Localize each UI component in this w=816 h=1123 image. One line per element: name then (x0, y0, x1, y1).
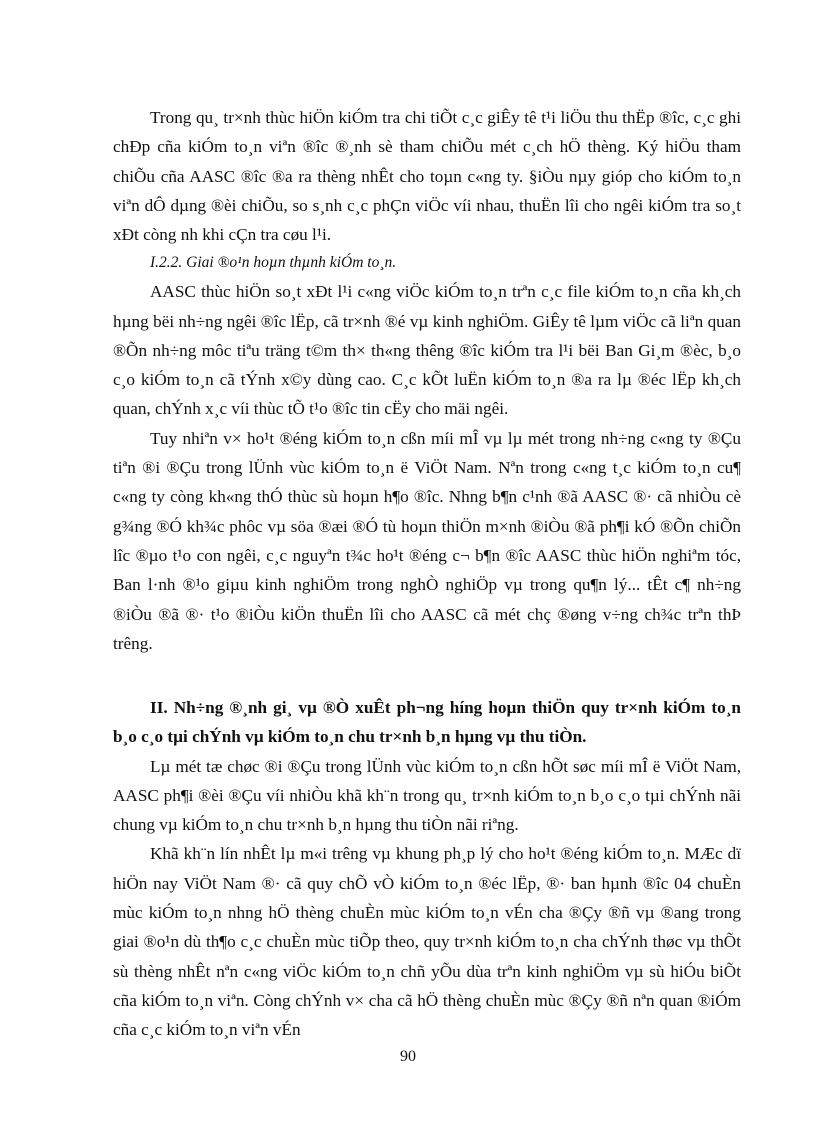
section-2 (113, 693, 741, 1045)
paragraph-despite: Tuy nhiªn v× ho¹t ®éng kiÓm to¸n cßn míi mÎ vµ lµ mét trong nh÷ng c«ng ty ®Çu tiªn ®i ®Çu trong lÜnh vùc kiÓm to¸n ë ViÖt Nam. Nªn trong c«ng t¸c kiÓm to¸n cu¶ c«ng ty còng kh«ng thÓ thùc sù hoµn h¶o ®îc. Nhng b¶n c¹nh ®ã AASC ®· cã nhiÒu cè g¾ng ®Ó kh¾c phôc vµ söa ®æi ®Ó tù hoµn thiÖn m×nh ®iÒu ®ã ph¶i kÓ ®Õn chiÕn lîc ®µo t¹o con ngêi, c¸c nguyªn t¾c ho¹t ®éng c¬ b¶n ®îc AASC thùc hiÖn nghiªm tóc, Ban l·nh ®¹o giµu kinh nghiÖm trong nghÒ nghiÖp vµ trong qu¶n lý... tÊt c¶ nh÷ng ®iÒu ®ã ®· t¹o ®iÒu kiÖn thuËn lîi cho AASC cã mét chç ®øng v÷ng ch¾c trªn thÞ trêng. (113, 428, 741, 653)
section-1-2-2 (113, 248, 741, 658)
section-2-heading: II. Nh÷ng ®¸nh gi¸ vµ ®Ò xuÊt ph¬ng híng hoµn thiÖn quy tr×nh kiÓm to¸n b¸o c¸o tµi chÝnh vµ kiÓm to¸n chu tr×nh b¸n hµng vµ thu tiÒn. (113, 698, 741, 747)
paragraph-review: AASC thùc hiÖn so¸t xÐt l¹i c«ng viÖc kiÓm to¸n trªn c¸c file kiÓm to¸n cña kh¸ch hµng bëi nh÷ng ngêi ®îc lËp, cã tr×nh ®é vµ kinh nghiÖm. GiÊy tê lµm viÖc cã liªn quan ®Õn nh÷ng môc tiªu träng t©m th× th«ng thêng ®îc kiÓm tra l¹i bëi Ban Gi¸m ®èc, b¸o c¸o kiÓm to¸n cã tÝnh x©y dùng cao. C¸c kÕt luËn kiÓm to¸n ®a ra lµ ®éc lËp kh¸ch quan, chÝnh x¸c víi thùc tÕ t¹o ®îc tin cËy cho mäi ngêi. (113, 282, 741, 419)
section-1-body (113, 103, 741, 249)
paragraph-section2-1: Lµ mét tæ chøc ®i ®Çu trong lÜnh vùc kiÓm to¸n cßn hÕt søc míi mÎ ë ViÖt Nam, AASC ph¶i ®èi ®Çu víi nhiÒu khã kh¨n trong qu¸ tr×nh kiÓm to¸n b¸o c¸o tµi chÝnh nãi chung vµ kiÓm to¸n chu tr×nh b¸n hµng thu tiÒn nãi riªng. (113, 756, 741, 835)
page-number: 90 (400, 1048, 416, 1065)
subheading: I.2.2. Giai ®o¹n hoµn thµnh kiÓm to¸n. (150, 254, 397, 271)
paragraph-intro: Trong qu¸ tr×nh thùc hiÖn kiÓm tra chi tiÕt c¸c giÊy tê t¹i liÖu thu thËp ®îc, c¸c ghi chÐp cña kiÓm to¸n viªn ®îc ®¸nh sè tham chiÕu mét c¸ch hÖ thèng. Ký hiÖu tham chiÕu cña AASC ®îc ®a ra thèng nhÊt cho toµn c«ng ty. §iÒu nµy gióp cho kiÓm to¸n viªn dÔ dµng ®èi chiÕu, so s¸nh c¸c phÇn viÖc víi nhau, thuËn lîi cho ngêi kiÓm tra so¸t xÐt còng nh khi cÇn tra cøu l¹i. (113, 108, 741, 245)
paragraph-section2-2: Khã kh¨n lín nhÊt lµ m«i trêng vµ khung ph¸p lý cho ho¹t ®éng kiÓm to¸n. MÆc dï hiÖn nay ViÖt Nam ®· cã quy chÕ vÒ kiÓm to¸n ®éc lËp, ®· ban hµnh ®îc 04 chuÈn mùc kiÓm to¸n nhng hÖ thèng chuÈn mùc kiÓm to¸n vÉn cha ®Çy ®ñ vµ ®ang trong giai ®o¹n dù th¶o c¸c chuÈn mùc tiÕp theo, quy tr×nh kiÓm to¸n cha chÝnh thøc vµ thÕt sù thèng nhÊt nªn c«ng viÖc kiÓm to¸n chñ yÕu dùa trªn kinh nghiÖm vµ sù hiÓu biÕt cña kiÓm to¸n viªn. Còng chÝnh v× cha cã hÖ thèng chuÈn mùc ®Çy ®ñ nªn quan ®iÓm cña c¸c kiÓm to¸n viªn vÉn (113, 844, 741, 1040)
